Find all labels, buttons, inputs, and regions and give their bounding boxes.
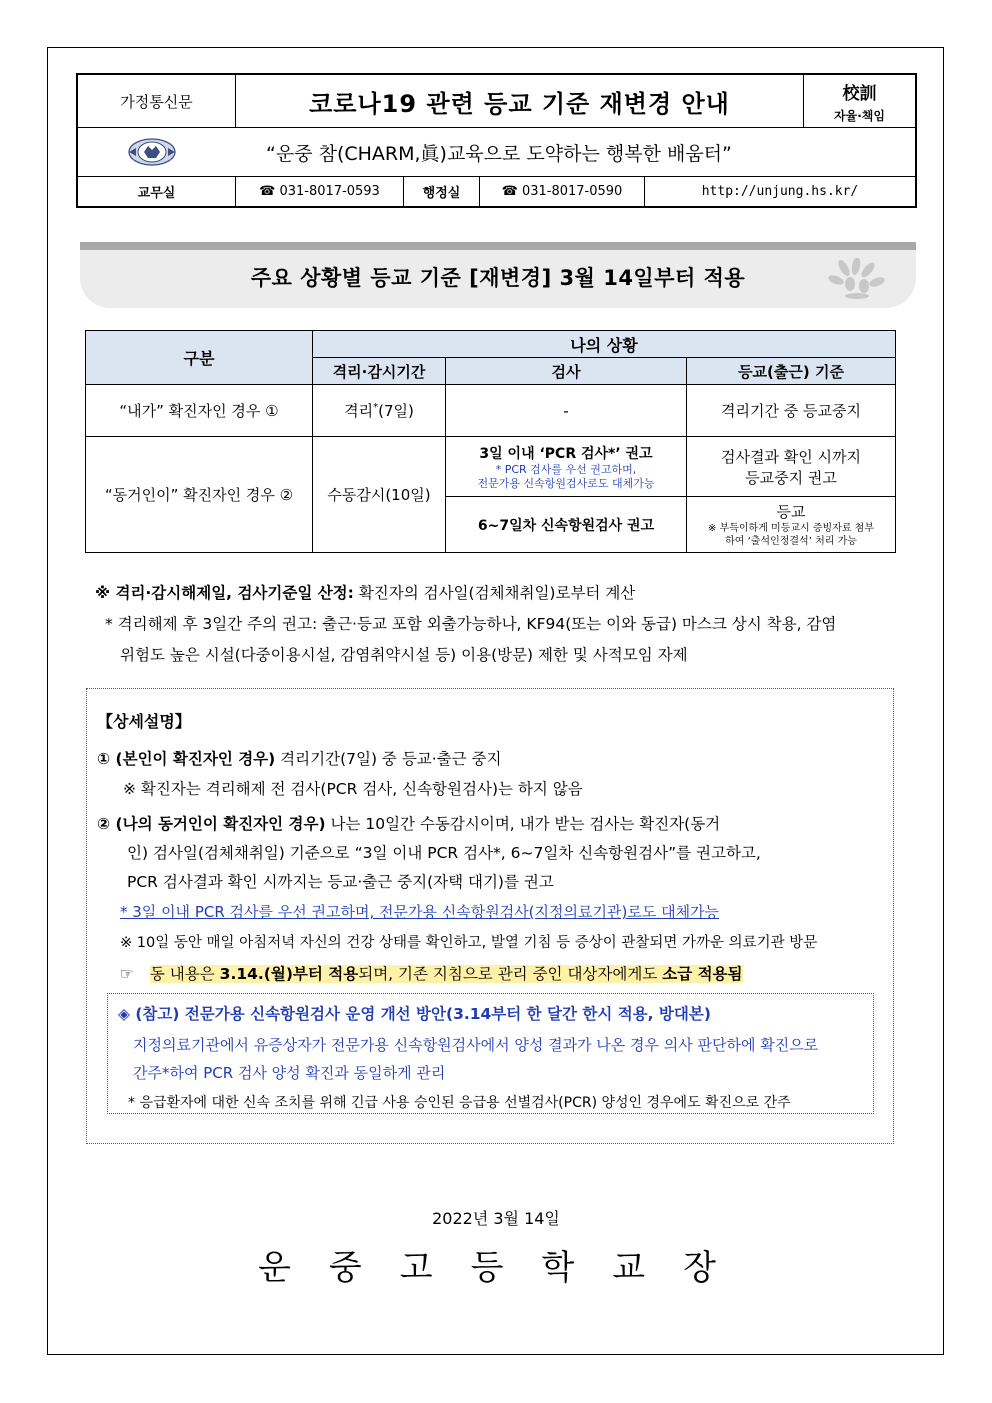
section-banner <box>80 242 916 308</box>
leaf-ornament-icon <box>822 258 892 300</box>
office-academic: 교무실 <box>78 177 236 206</box>
row2-attendance2: 등교 ※ 부득이하게 미등교시 증빙자료 첨부 하여 ‘출석인정결석’ 처리 가능 <box>687 497 896 553</box>
detail-heading: 【상세설명】 <box>97 712 191 731</box>
header-quarantine: 격리·감시기간 <box>313 358 446 385</box>
attendance-criteria-table <box>85 330 896 553</box>
page-title: 코로나19 관련 등교 기준 재변경 안내 <box>236 75 804 127</box>
header-category: 구분 <box>86 331 313 385</box>
detail-p2-note: ※ 10일 동안 매일 아침저녁 자신의 건강 상태를 확인하고, 발열 기침 등 증상이 관찰되면 가까운 의료기관 방문 <box>120 935 818 951</box>
issue-date: 2022년 3월 14일 <box>432 1209 560 1228</box>
row1-attendance: 격리기간 중 등교중지 <box>687 385 896 437</box>
pointing-hand-icon: ☞ <box>120 965 134 983</box>
detail-p1: ① (본인이 확진자인 경우) 격리기간(7일) 중 등교·출근 중지 <box>97 750 502 768</box>
notes <box>95 578 925 671</box>
detail-box <box>86 688 894 1144</box>
header-attendance: 등교(출근) 기준 <box>687 358 896 385</box>
row2-test2: 6~7일차 신속항원검사 권고 <box>446 497 687 553</box>
phone-admin: ☎ 031-8017-0590 <box>480 177 645 206</box>
detail-p2-line3: PCR 검사결과 확인 시까지는 등교·출근 중지(자택 대기)를 권고 <box>127 873 554 891</box>
school-url[interactable]: http://unjung.hs.kr/ <box>701 184 859 199</box>
office-admin: 행정실 <box>404 177 480 206</box>
school-emblem-icon <box>128 137 176 167</box>
note-caution-2: 위험도 높은 시설(다중이용시설, 감염취약시설 등) 이용(방문) 제한 및 사적모임 자제 <box>120 646 688 664</box>
detail-p2-blue: * 3일 이내 PCR 검사를 우선 권고하며, 전문가용 신속항원검사(지정의료기관)로도 대체가능 <box>120 903 720 921</box>
row2-attendance1: 검사결과 확인 시까지 등교중지 권고 <box>687 437 896 497</box>
detail-p3: ☞ 동 내용은 3.14.(월)부터 적용되며, 기존 지침으로 관리 중인 대상자에게도 소급 적용됨 <box>120 965 743 983</box>
note-calculation: ※ 격리·감시해제일, 검사기준일 산정: 확진자의 검사일(검체채취일)로부터 계산 <box>95 584 636 602</box>
reference-line1: 지정의료기관에서 유증상자가 전문가용 신속항원검사에서 양성 결과가 나온 경우 의사 판단하에 확진으로 <box>133 1036 819 1054</box>
school-motto <box>804 75 915 127</box>
row1-period: 격리*(7일) <box>313 385 446 437</box>
letter-type: 가정통신문 <box>78 75 236 127</box>
motto-hanja: 校訓 <box>842 83 877 104</box>
school-slogan: “운중 참(CHARM,眞)교육으로 도약하는 행복한 배움터” <box>266 142 732 165</box>
banner-bar <box>80 242 916 250</box>
row2-period: 수동감시(10일) <box>313 437 446 553</box>
header-status: 나의 상황 <box>313 331 896 358</box>
row2-test1: 3일 이내 ‘PCR 검사*’ 권고 * PCR 검사를 우선 권고하며, 전문가용 신속항원검사로도 대체가능 <box>446 437 687 497</box>
principal-signature: 운중고등학교장 <box>258 1248 754 1288</box>
row1-test: - <box>446 385 687 437</box>
reference-title: ◈ (참고) 전문가용 신속항원검사 운영 개선 방안(3.14부터 한 달간 한시 적용, 방대본) <box>118 1005 711 1023</box>
detail-p2: ② (나의 동거인이 확진자인 경우) 나는 10일간 수동감시이며, 내가 받는 검사는 확진자(동거 <box>97 815 721 833</box>
detail-p1-note: ※ 확진자는 격리해제 전 검사(PCR 검사, 신속항원검사)는 하지 않음 <box>123 780 583 798</box>
reference-note: * 응급환자에 대한 신속 조치를 위해 긴급 사용 승인된 응급용 선별검사(PCR) 양성인 경우에도 확진으로 간주 <box>128 1095 791 1111</box>
banner-title: 주요 상황별 등교 기준 [재변경] 3월 14일부터 적용 <box>250 266 746 290</box>
reference-line2: 간주*하여 PCR 검사 양성 확진과 동일하게 관리 <box>133 1064 446 1082</box>
letterhead <box>76 73 917 208</box>
motto-text: 자율·책임 <box>834 108 885 123</box>
row1-category: “내가” 확진자인 경우 ① <box>86 385 313 437</box>
header-test: 검사 <box>446 358 687 385</box>
slogan-row <box>78 128 915 176</box>
phone-academic: ☎ 031-8017-0593 <box>236 177 404 206</box>
row2-category: “동거인이” 확진자인 경우 ② <box>86 437 313 553</box>
detail-p2-line2: 인) 검사일(검체채취일) 기준으로 “3일 이내 PCR 검사*, 6~7일차 신속항원검사”를 권고하고, <box>127 844 761 862</box>
reference-box <box>107 993 874 1114</box>
note-caution-1: * 격리해제 후 3일간 주의 권고: 출근·등교 포함 외출가능하나, KF94(또는 이와 동급) 마스크 상시 착용, 감염 <box>105 615 837 633</box>
